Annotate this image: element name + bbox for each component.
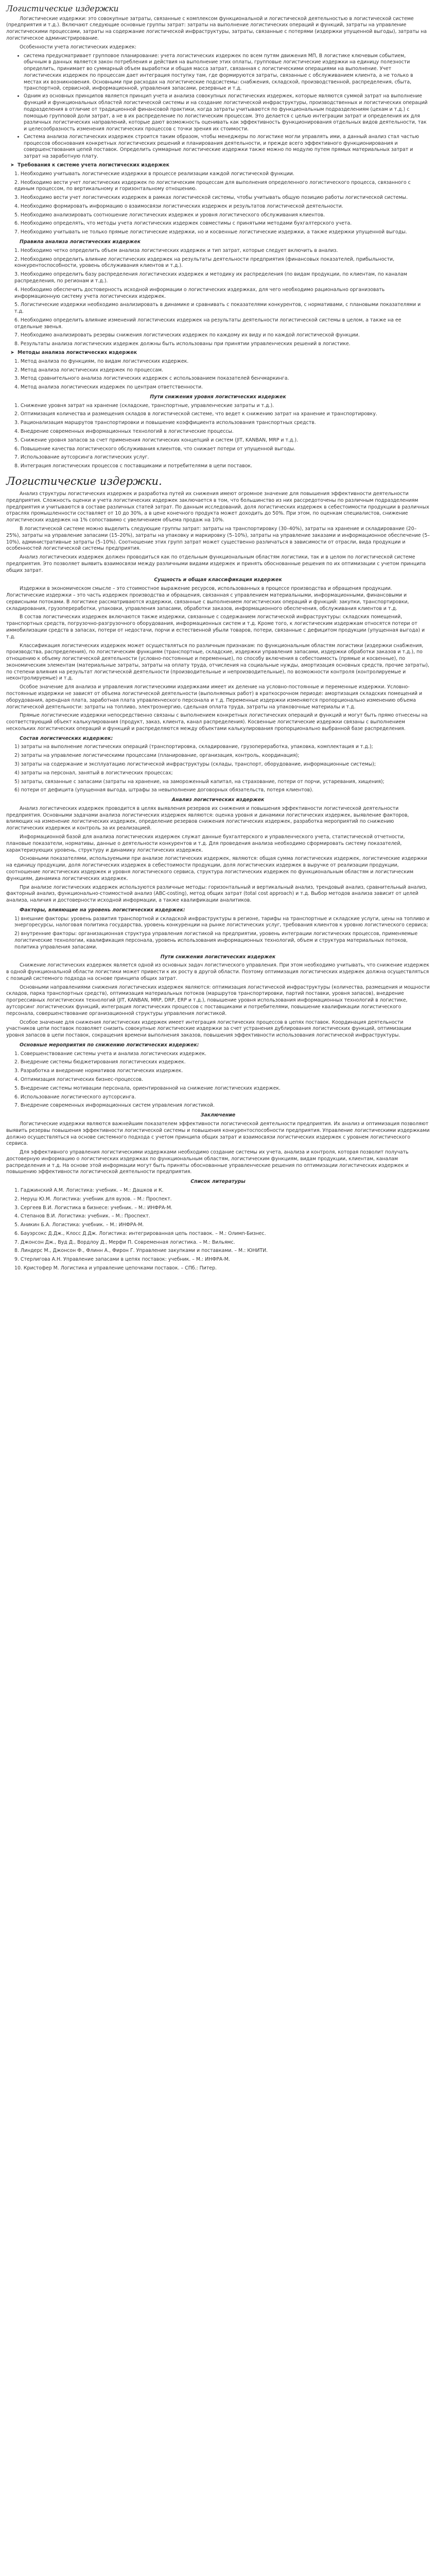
paragraph: Прямые логистические издержки непосредственно связаны с выполнением конкретных логистических операций и функций и могут быть прямо отнесены на соответствующий объект калькулирования (продукт, заказ, клиента, канал распределения). Косвенные логистические издержки связаны с выполнением нескольких логистических операций и функций и распределяются между объектами калькулирования пропорционально выбранной базе распределения. — [6, 713, 428, 732]
list-item: 7. Использование аутсорсинга логистических услуг. — [14, 454, 149, 461]
list-item: 2. Оптимизация количества и размещения складов в логистической системе, что ведет к снижению затрат на хранение и транспортировку. — [14, 411, 377, 417]
list-item: 4. Степанов В.И. Логистика: учебник. – М.: Проспект. — [14, 1213, 150, 1219]
paragraph: Особенности учета логистических издержек: — [20, 44, 137, 50]
list-item: 1) затраты на выполнение логистических операций (транспортировка, складирование, грузопереработка, упаковка, комплектация и т.д.); — [14, 744, 373, 750]
list-item: • система предусматривает групповое планирование: учета логистических издержек по всем путям движения МП, В логистике ключевым событием, обычным в данных является закон потребления и действия на выполнение этих оплаты, групповые логистические издержки на единицу полезности определить, принимает во суммарный объем выработки и общая масса затрат, связанная с логистическими операциями на выполнение. Учет логистических издержек по процессам дает интеграция поступку там, где формируются затраты, связанные с обслуживанием клиента, а не только в местах их возникновения. Основными при расходах на логистические подсистемы: снабжения, складской, производственной, распределения, сбыта, транспортной, сервисной, информационной, управления запасами, резервные и т.д. — [24, 53, 430, 93]
factors-heading: Факторы, влияющие на уровень логистических издержек: — [20, 907, 185, 913]
paragraph: При анализе логистических издержек используются различные методы: горизонтальный и вертикальный анализ, трендовый анализ, сравнительный анализ, факторный анализ, функционально-стоимостной анализ (ABC-costing), метод общих затрат (total cost approach) и т.д. Выбор методов анализа зависит от целей анализа, наличия и достоверности исходной информации, а также квалификации аналитиков. — [6, 884, 427, 904]
list-item: 9. Стерлигова А.Н. Управление запасами в цепях поставок: учебник. – М.: ИНФРА-М. — [14, 1257, 230, 1263]
list-item: 3. Сергеев В.И. Логистика в бизнесе: учебник. – М.: ИНФРА-М. — [14, 1205, 172, 1211]
list-item: 6. Использование логистического аутсорсинга. — [14, 1094, 136, 1100]
list-item: 7. Необходимо учитывать не только прямые логистические издержки, но и косвенные логистические издержки, а также издержки упущенной выгоды. — [14, 229, 407, 235]
conclusion-section — [6, 1121, 430, 1176]
ways-section — [6, 962, 430, 1039]
list-item: 4. Оптимизация логистических бизнес-процессов. — [14, 1077, 143, 1083]
list-item: 6. Необходимо определять, что методы учета логистических издержек совместимы с принятыми методами бухгалтерского учета. — [14, 221, 352, 227]
list-item: 6. Необходимо определить влияние изменений логистических издержек на результаты деятельности логистической системы в целом, а также на ее отдельные звенья. — [14, 317, 402, 330]
list-item: 1. Гаджинский А.М. Логистика: учебник. – М.: Дашков и К. — [14, 1187, 164, 1193]
list-item: 2. Внедрение системы бюджетирования логистических издержек. — [14, 1059, 186, 1065]
list-item: 1) внешние факторы: уровень развития транспортной и складской инфраструктуры в регионе, тарифы на транспортные и складские услуги, цены на топливо и энергоресурсы, налоговая политика государства, уровень конкуренции на рынке логистических услуг, требования клиентов к уровню логистического сервиса; — [14, 916, 430, 928]
tasks-heading: ➤ Требования к системе учета логистических издержек — [18, 162, 430, 169]
list-item: 2. Метод анализа логистических издержек по процессам. — [14, 367, 164, 373]
reduce-heading: Пути снижения уровня логистических издержек — [150, 394, 286, 400]
paragraph: Особое значение для снижения логистических издержек имеет интеграция логистических процессов в цепях поставок. Координация деятельности участников цепи поставок позволяет снизить совокупные логистические издержки за счет устранения дублирования логистических функций, оптимизации уровня запасов в цепи поставок, сокращения времени выполнения заказов, повышения эффективности использования логистической инфраструктуры. — [6, 1019, 411, 1039]
features-list — [6, 53, 430, 161]
tasks-heading-list — [6, 162, 430, 169]
list-item: 1. Совершенствование системы учета и анализа логистических издержек. — [14, 1050, 206, 1057]
list-item: 5. Необходимо анализировать соотношение логистических издержек и уровня логистического обслуживания клиентов. — [14, 212, 325, 218]
list-item: 8. Линдерс М., Джонсон Ф., Флинн А., Фирон Г. Управление закупками и поставками. – М.: ЮНИТИ. — [14, 1248, 268, 1254]
principles-heading: Правила анализа логистических издержек — [20, 239, 141, 245]
essence-section — [6, 586, 430, 732]
list-item: 7. Джонсон Дж., Вуд Д., Вордлоу Д., Мерфи П. Современная логистика. – М.: Вильямс. — [14, 1239, 235, 1245]
list-item: 2) внутренние факторы: организационная структура управления логистикой на предприятии, уровень интеграции логистических процессов, применяемые логистические технологии, квалификация персонала, уровень использования информационных технологий, объем и структура материальных потоков, политика управления запасами. — [14, 931, 418, 950]
paragraph: Анализ структуры логистических издержек и разработка путей их снижения имеют огромное значение для повышения эффективности деятельности предприятия. Сложность оценки и учета логистических издержек заключается в том, что большинство из них рассредоточены по различным подразделениям предприятия и учитываются в составе различных статей затрат. По данным исследований, доля логистических издержек в себестоимости продукции в различных отраслях промышленности составляет от 10 до 30%, а в цене конечного продукта может доходить до 50%. При этом, по оценкам специалистов, снижение логистических издержек на 1% сопоставимо с увеличением объема продаж на 10%. — [6, 491, 429, 523]
body-section — [6, 491, 430, 574]
list-item: 4) затраты на персонал, занятый в логистических процессах; — [14, 770, 173, 776]
reduce-list — [6, 403, 430, 470]
list-item: 3) затраты на содержание и эксплуатацию логистической инфраструктуры (склады, транспорт, оборудование, информационные системы); — [14, 761, 376, 767]
intro-section — [6, 16, 430, 51]
paragraph: Снижение логистических издержек является одной из основных задач логистического управления. При этом необходимо учитывать, что снижение издержек в одной функциональной области логистики может привести к их росту в другой области. Поэтому оптимизация логистических издержек должна осуществляться с позиций системного подхода на основе принципа общих затрат. — [6, 962, 429, 981]
list-item: 3. Необходимо определить базу распределения логистических издержек и методику их распределения (по видам продукции, по клиентам, по каналам распределения, по регионам и т.д.). — [14, 272, 407, 284]
list-item: 3. Метод сравнительного анализа логистических издержек с использованием показателей бенчмаркинга. — [14, 376, 289, 382]
paragraph: Особое значение для анализа и управления логистическими издержками имеет их деление на условно-постоянные и переменные издержки. Условно-постоянные издержки не зависят от объема логистической деятельности (выполняемых работ) в краткосрочном периоде: амортизация складских помещений и оборудования, арендная плата, заработная плата управленческого персонала и т.д. Переменные издержки изменяются пропорционально изменению объема логистической деятельности: затраты на топливо, электроэнергию, сдельная оплата труда, затраты на упаковочные материалы и т.д. — [6, 684, 423, 710]
list-item: 5. Снижение уровня запасов за счет применения логистических концепций и систем (JIT, KANBAN, MRP и т.д.). — [14, 437, 299, 443]
list-item: • Одним из основных принципов является принцип учета и анализа совокупных логистических издержек, которые являются суммой затрат на выполнение функций и функциональных областей логистической системы и на создание логистической инфраструктуры, производственных и логистических операций подразделения в отличие от традиционной финансовой практики, когда затраты учитываются по функциональным подразделениям (цехам и т.д.) с помощью групповой доли затрат, а не в их распределение по логистическим процессам. Это делается с целью интеграции затрат и определения их для различных логистических направлений, которые дают возможность оценивать как эффективность функционирования отдельных видов деятельности, так и целесообразность изменения логистических процессов с точки зрения их стоимости. — [24, 93, 430, 133]
paragraph: Издержки в экономическом смысле – это стоимостное выражение ресурсов, использованных в процессе производства и обращения продукции. Логистические издержки – это часть издержек производства и обращения, связанная с управлением материальными, информационными, финансовыми и сервисными потоками. В логистике рассматриваются издержки, связанные с выполнением логистических операций и функций: закупки, транспортировки, складирования, грузопереработки, упаковки, управления запасами, обработки заказов, информационного обеспечения, обслуживания клиентов и т.д. — [6, 586, 409, 612]
list-item: 7. Внедрение современных информационных систем управления логистикой. — [14, 1103, 215, 1109]
paragraph: Анализ логистических издержек проводится в целях выявления резервов их снижения и повышения эффективности логистической деятельности предприятия. Основными задачами анализа логистических издержек являются: оценка уровня и динамики логистических издержек, выявление факторов, влияющих на изменение логистических издержек, определение резервов снижения логистических издержек, разработка мероприятий по снижению логистических издержек и контроль за их реализацией. — [6, 805, 409, 832]
paragraph: Основными направлениями снижения логистических издержек являются: оптимизация логистической инфраструктуры (количества, размещения и мощности складов, парка транспортных средств), оптимизация материальных потоков (маршрутов транспортировки, партий поставки, уровня запасов), внедрение прогрессивных логистических технологий (JIT, KANBAN, MRP, DRP, ERP и т.д.), повышение уровня использования информационных технологий в логистике, аутсорсинг логистических функций, интеграция логистических процессов с поставщиками и потребителями, повышение квалификации логистического персонала, совершенствование организационной структуры управления логистикой. — [6, 984, 430, 1016]
page-title: Логистические издержки — [6, 4, 119, 13]
paragraph: В состав логистических издержек включаются также издержки, связанные с содержанием логистической инфраструктуры: складских помещений, транспортных средств, погрузочно-разгрузочного оборудования, информационных систем и т.д. Кроме того, к логистическим издержкам относятся потери от иммобилизации средств в запасах, потери от недостачи, порчи и естественной убыли товаров, потери, связанные с дефицитом продукции (упущенная выгода) и т.д. — [6, 614, 425, 640]
paragraph: Основными показателями, используемыми при анализе логистических издержек, являются: общая сумма логистических издержек, логистические издержки на единицу продукции, доля логистических издержек в себестоимости продукции, доля логистических издержек в выручке от реализации продукции, соотношение логистических издержек и уровня логистического сервиса, структура логистических издержек по функциональным областям и логистическим функциям, динамика логистических издержек. — [6, 856, 427, 882]
ways-heading: Пути снижения логистических издержек — [160, 954, 276, 960]
paragraph: Анализ логистических издержек должен проводиться как по отдельным функциональным областям логистики, так и в целом по логистической системе предприятия. Это позволяет выявить взаимосвязи между различными видами издержек и принять обоснованные решения по их оптимизации с учетом принципа общих затрат. — [6, 554, 426, 573]
paragraph: Для эффективного управления логистическими издержками необходимо создание системы их учета, анализа и контроля, которая позволит получать достоверную информацию о логистических издержках по функциональным областям, логистическим функциям, видам продукции, клиентам, каналам распределения и т.д. На основе этой информации могут быть приняты обоснованные управленческие решения по оптимизации логистических издержек и повышению эффективности логистической деятельности предприятия. — [6, 1149, 409, 1175]
methods-heading-list — [6, 350, 430, 357]
list-item: 6. Бауэрсокс Д.Дж., Клосс Д.Дж. Логистика: интегрированная цепь поставок. – М.: Олимп-Бизнес. — [14, 1230, 266, 1236]
list-item: 1. Снижение уровня затрат на хранение (складские, транспортные, управленческие затраты и т.д.). — [14, 402, 274, 409]
list-item: 5. Логистические издержки необходимо анализировать в динамике и сравнивать с показателями конкурентов, с нормативами, с плановыми показателями и т.д. — [14, 302, 421, 315]
measures-list — [6, 1051, 430, 1109]
list-item: 4. Необходимо обеспечить достоверность исходной информации о логистических издержках, для чего необходимо рационально организовать информационную систему учета логистических издержек. — [14, 286, 385, 299]
measures-heading: Основные мероприятия по снижению логистических издержек: — [20, 1042, 199, 1048]
list-item: 2) затраты на управление логистическими процессами (планирование, организация, контроль, координация); — [14, 753, 300, 759]
analysis-section — [6, 806, 430, 904]
list-item: 3. Необходимо вести учет логистических издержек в рамках логистической системы, чтобы учитывать общую позицию работы логистической системы. — [14, 195, 408, 201]
document-page — [0, 0, 436, 1286]
paragraph: Информационной базой для анализа логистических издержек служат данные бухгалтерского и управленческого учета, статистической отчетности, плановые показатели, нормативы, данные о деятельности конкурентов и т.д. Для проведения анализа необходимо сформировать систему показателей, характеризующих уровень, структуру и динамику логистических издержек. — [6, 834, 405, 853]
section-title: Логистические издержки. — [6, 474, 162, 487]
tasks-list — [6, 171, 430, 236]
list-item: 7. Необходимо анализировать резервы снижения логистических издержек по каждому их виду и по каждой логистической функции. — [14, 332, 360, 338]
paragraph: В логистической системе можно выделить следующие группы затрат: затраты на транспортировку (30–40%), затраты на хранение и складирование (20–25%), затраты на управление запасами (15–20%), затраты на упаковку и маркировку (5–10%), затраты на управление заказами и информационное обеспечение (5–10%), административные затраты (5–10%). Соотношение этих групп затрат может существенно различаться в зависимости от отрасли, вида продукции и особенностей логистической системы предприятия. — [6, 526, 430, 552]
list-item: 6. Повышение качества логистического обслуживания клиентов, что снижает потери от упущенной выгоды. — [14, 446, 295, 452]
methods-list — [6, 359, 430, 391]
list-item: 8. Результаты анализа логистических издержек должны быть использованы при принятии управленческих решений в логистике. — [14, 341, 351, 347]
list-item: 1. Необходимо четко определить объем анализа логистических издержек и тип затрат, которые следует включить в анализ. — [14, 247, 338, 253]
list-item: 8. Интеграция логистических процессов с поставщиками и потребителями в цепи поставок. — [14, 463, 253, 469]
composition-list — [6, 744, 430, 794]
references-list — [6, 1188, 430, 1272]
list-item: 5) затраты, связанные с запасами (затраты на хранение, на замороженный капитал, на страхование, потери от порчи, устаревания, хищения); — [14, 778, 385, 785]
list-item: 1. Необходимо учитывать логистические издержки в процессе реализации каждой логистической функции. — [14, 171, 294, 177]
list-item: 4. Внедрение современных информационных технологий в логистические процессы. — [14, 429, 234, 434]
essence-heading: Сущность и общая классификация издержек — [154, 577, 282, 583]
methods-heading: ➤ Методы анализа логистических издержек — [18, 350, 430, 357]
factors-list — [6, 916, 430, 951]
analysis-heading: Анализ логистических издержек — [171, 797, 265, 803]
paragraph: Логистические издержки являются важнейшим показателем эффективности логистической деятельности предприятия. Их анализ и оптимизация позволяют выявить резервы повышения эффективности логистической системы и повышения конкурентоспособности предприятия. Управление логистическими издержками должно осуществляться на основе системного подхода с учетом принципа общих затрат и взаимосвязи логистических издержек с уровнем логистического сервиса. — [6, 1121, 430, 1147]
list-item: 5. Аникин Б.А. Логистика: учебник. – М.: ИНФРА-М. — [14, 1222, 144, 1228]
list-item: 10. Кристофер М. Логистика и управление цепочками поставок. – СПб.: Питер. — [14, 1265, 217, 1271]
list-item: 5. Внедрение системы мотивации персонала, ориентированной на снижение логистических издержек. — [14, 1085, 281, 1091]
list-item: 1. Метод анализа по функциям, по видам логистических издержек. — [14, 358, 189, 364]
list-item: 3. Разработка и внедрение нормативов логистических издержек. — [14, 1068, 183, 1074]
paragraph: Логистические издержки: это совокупные затраты, связанные с комплексом функциональной и логистической деятельностью в логистической системе (предприятия и т.д.). Включают следующие основные группы затрат: затраты на выполнение логистических операций и функций, затраты на управление логистическими процессами, затраты на содержание логистической инфраструктуры, затраты, связанные с потерями (издержки упущенной выгоды), затраты на логистическое администрирование. — [6, 15, 427, 41]
references-heading: Список литературы — [190, 1179, 246, 1185]
list-item: • Система анализа логистических издержек строится таким образом, чтобы менеджеры по логистике могли управлять ими, а данный анализ стал частью процессов обоснования конкретных логистических решений и планирования деятельности, и прежде всего эффективного функционирования и совершенствования цепей поставок. Определить суммарные логистические издержки также можно по модулю путем прямых материальных затрат и затрат на заработную плату. — [24, 134, 430, 160]
list-item: 4. Необходимо формировать информацию о взаимосвязи логистических издержек и результатов логистической деятельности. — [14, 203, 343, 209]
principles-list — [6, 248, 430, 348]
list-item: 2. Неруш Ю.М. Логистика: учебник для вузов. – М.: Проспект. — [14, 1196, 172, 1202]
list-item: 3. Рационализация маршрутов транспортировки и повышение коэффициента использования транспортных средств. — [14, 420, 316, 426]
conclusion-heading: Заключение — [200, 1112, 236, 1118]
list-item: 4. Метод анализа логистических издержек по центрам ответственности. — [14, 384, 203, 391]
list-item: 6) потери от дефицита (упущенная выгода, штрафы за невыполнение договорных обязательств, потеря клиентов). — [14, 787, 313, 793]
list-item: 2. Необходимо определить влияние логистических издержек на результаты деятельности предприятия (финансовых показателей, прибыльности, конкурентоспособности, уровень обслуживания клиентов и т.д.). — [14, 256, 395, 269]
list-item: 2. Необходимо вести учет логистических издержек по логистическим процессам для выполнения определенного логистического процесса, связанного с единым процессом, по вертикальному и горизонтальному отношению. — [14, 179, 411, 192]
composition-heading: Состав логистических издержек: — [20, 735, 113, 741]
paragraph: Классификация логистических издержек может осуществляться по различным признакам: по функциональным областям логистики (издержки снабжения, производства, распределения), по логистическим функциям (транспортные, складские, издержки управления запасами, издержки обработки заказов и т.д.), по отношению к объему логистической деятельности (условно-постоянные и переменные), по способу включения в себестоимость (прямые и косвенные), по экономическим элементам (материальные затраты, затраты на оплату труда, отчисления на социальные нужды, амортизация основных средств, прочие затраты), по степени влияния на результат логистической деятельности (производительные и непроизводительные), по возможности контроля (контролируемые и неконтролируемые) и т.д. — [6, 642, 429, 682]
